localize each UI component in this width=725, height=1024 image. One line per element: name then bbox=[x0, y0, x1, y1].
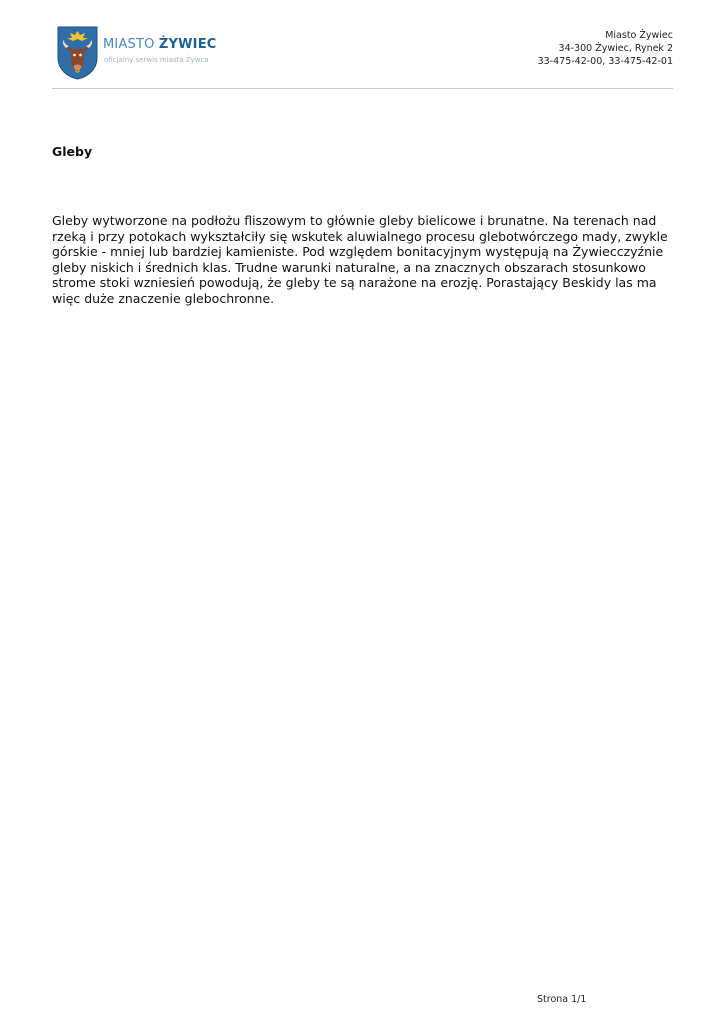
address-line-phone: 33-475-42-00, 33-475-42-01 bbox=[537, 56, 673, 67]
logo-title bbox=[103, 37, 217, 53]
address-line-street: 34-300 Żywiec, Rynek 2 bbox=[558, 43, 673, 54]
page-number: Strona 1/1 bbox=[537, 994, 587, 1005]
address-line-name: Miasto Żywiec bbox=[605, 30, 673, 41]
logo-title-part2: ŻYWIEC bbox=[158, 37, 217, 52]
site-logo[interactable] bbox=[57, 26, 227, 80]
logo-title-part1: MIASTO bbox=[103, 37, 159, 52]
page-title: Gleby bbox=[52, 144, 93, 159]
header-divider bbox=[52, 88, 673, 89]
contact-address bbox=[538, 29, 673, 68]
logo-subtitle: oficjalny serwis miasta Żywca bbox=[104, 56, 209, 64]
coat-of-arms-icon bbox=[57, 26, 98, 80]
article-paragraph: Gleby wytworzone na podłożu fliszowym to głównie gleby bielicowe i brunatne. Na terenach nad rzeką i przy potokach wykształciły się wskutek aluwialnego procesu glebotwórczego mady, zwykle górskie - mniej lub bardziej kamieniste. Pod względem bonitacyjnym występują na Żywiecczyźnie gleby niskich i średnich klas. Trudne warunki naturalne, a na znacznych obszarach stosunkowo strome stoki wzniesień powodują, że gleby te są narażone na erozję. Porastający Beskidy las ma więc duże znaczenie glebochronne. bbox=[52, 213, 668, 306]
